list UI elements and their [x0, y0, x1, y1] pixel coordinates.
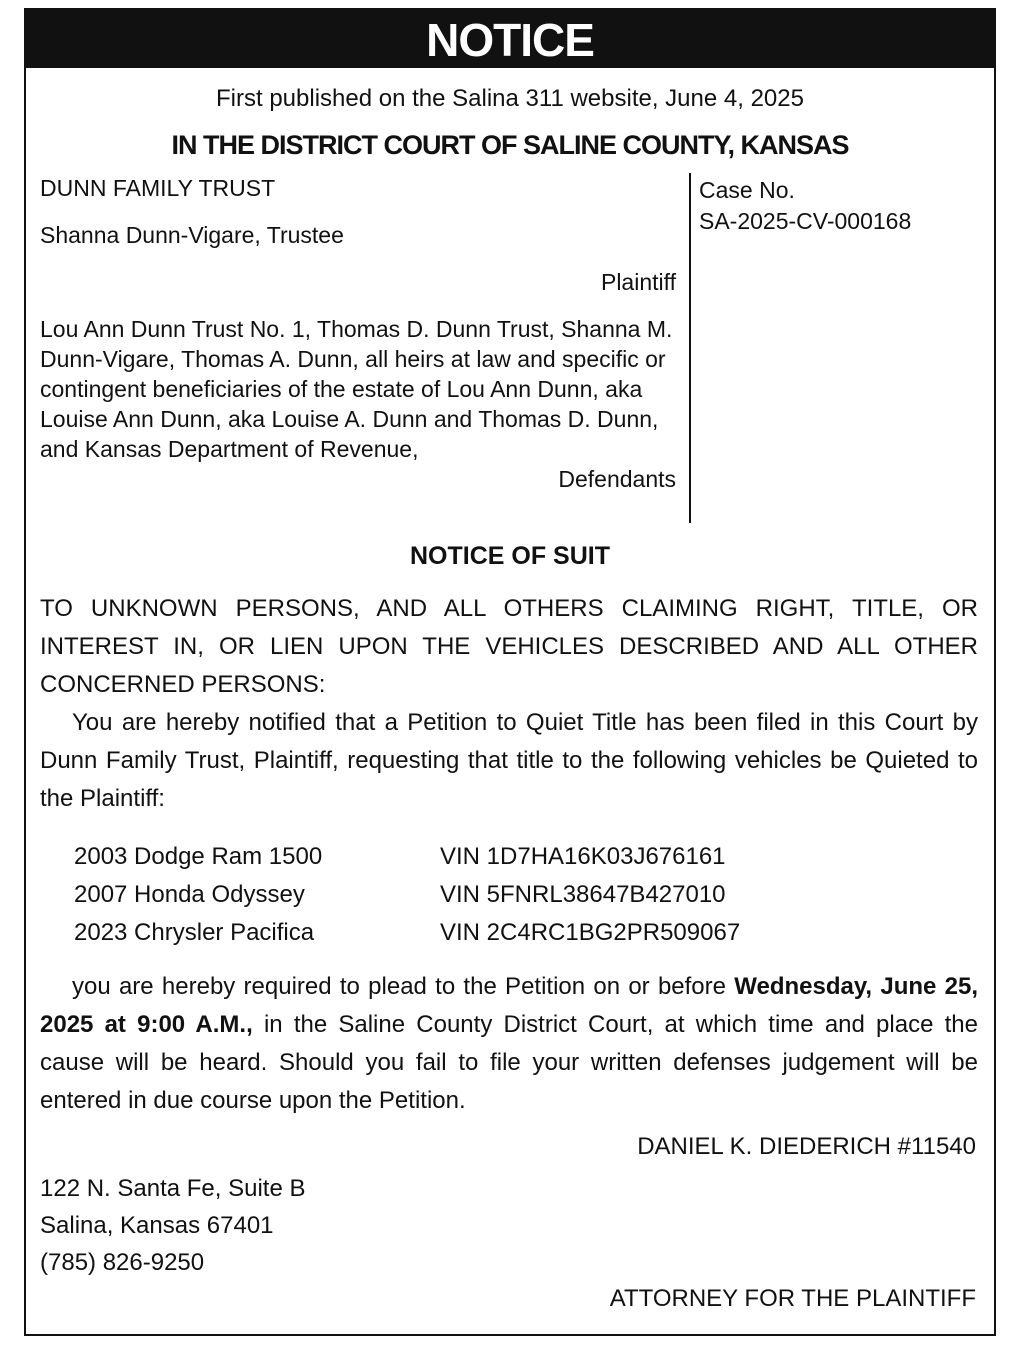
vehicle-name: 2007 Honda Odyssey: [74, 881, 305, 908]
address-city: Salina, Kansas 67401: [40, 1212, 274, 1239]
vehicle-name: 2023 Chrysler Pacifica: [74, 919, 315, 946]
plaintiff-name: DUNN FAMILY TRUST: [40, 175, 276, 201]
suit-title: NOTICE OF SUIT: [410, 542, 610, 570]
attorney-name: DANIEL K. DIEDERICH #11540: [637, 1133, 976, 1160]
vehicle-name: 2003 Dodge Ram 1500: [74, 843, 323, 870]
plead-text-before: you are hereby required to plead to the Petition on or before: [72, 973, 735, 1000]
caption-divider: [689, 173, 691, 523]
attorney-role: ATTORNEY FOR THE PLAINTIFF: [609, 1285, 976, 1312]
case-number-block: [699, 175, 911, 237]
court-heading: IN THE DISTRICT COURT OF SALINE COUNTY, KANSAS: [171, 130, 849, 160]
plead-paragraph: [40, 968, 978, 1120]
plead-text-after: in the Saline County District Court, at which time and place the cause will be heard. Should you fail to file your written defenses judgement will be entered in due course upon the Petition.: [40, 1011, 978, 1114]
plaintiff-label: Plaintiff: [600, 269, 676, 295]
notice-frame: [24, 8, 996, 1336]
vehicle-row: [74, 838, 740, 876]
publication-line: First published on the Salina 311 website, June 4, 2025: [216, 85, 804, 112]
address-street: 122 N. Santa Fe, Suite B: [40, 1175, 306, 1202]
notice-body: [40, 590, 978, 818]
address-phone: (785) 826-9250: [40, 1249, 205, 1276]
address-line: TO UNKNOWN PERSONS, AND ALL OTHERS CLAIMING RIGHT, TITLE, OR INTEREST IN, OR LIEN UPON THE VEHICLES DESCRIBED AND ALL OTHER CONCERNED PERSONS:: [40, 595, 978, 698]
vehicle-row: [74, 876, 740, 914]
case-caption: [40, 173, 676, 494]
vehicle-list: [74, 838, 740, 952]
case-number: SA-2025-CV-000168: [699, 208, 912, 234]
vehicle-vin: VIN 1D7HA16K03J676161: [440, 843, 726, 870]
case-label: Case No.: [699, 177, 795, 203]
trustee-name: Shanna Dunn-Vigare, Trustee: [40, 222, 344, 248]
notified-paragraph: You are hereby notified that a Petition to Quiet Title has been filed in this Court by Dunn Family Trust, Plaintiff, requesting that title to the following vehicles be Quieted to the Plaintiff:: [40, 709, 978, 812]
vehicle-row: [74, 914, 740, 952]
notice-banner: NOTICE: [26, 10, 994, 68]
vehicle-vin: VIN 2C4RC1BG2PR509067: [440, 919, 741, 946]
defendants-label: Defendants: [558, 466, 676, 492]
plead-deadline: Wednesday, June 25, 2025 at 9:00 A.M.,: [40, 973, 978, 1038]
attorney-address: [40, 1170, 306, 1281]
defendants-list: Lou Ann Dunn Trust No. 1, Thomas D. Dunn Trust, Shanna M. Dunn-Vigare, Thomas A. Dunn, all heirs at law and specific or contingent beneficiaries of the estate of Lou Ann Dunn, aka Louise Ann Dunn, aka Louise A. Dunn and Thomas D. Dunn, and Kansas Department of Revenue,: [40, 316, 673, 462]
vehicle-vin: VIN 5FNRL38647B427010: [440, 881, 726, 908]
